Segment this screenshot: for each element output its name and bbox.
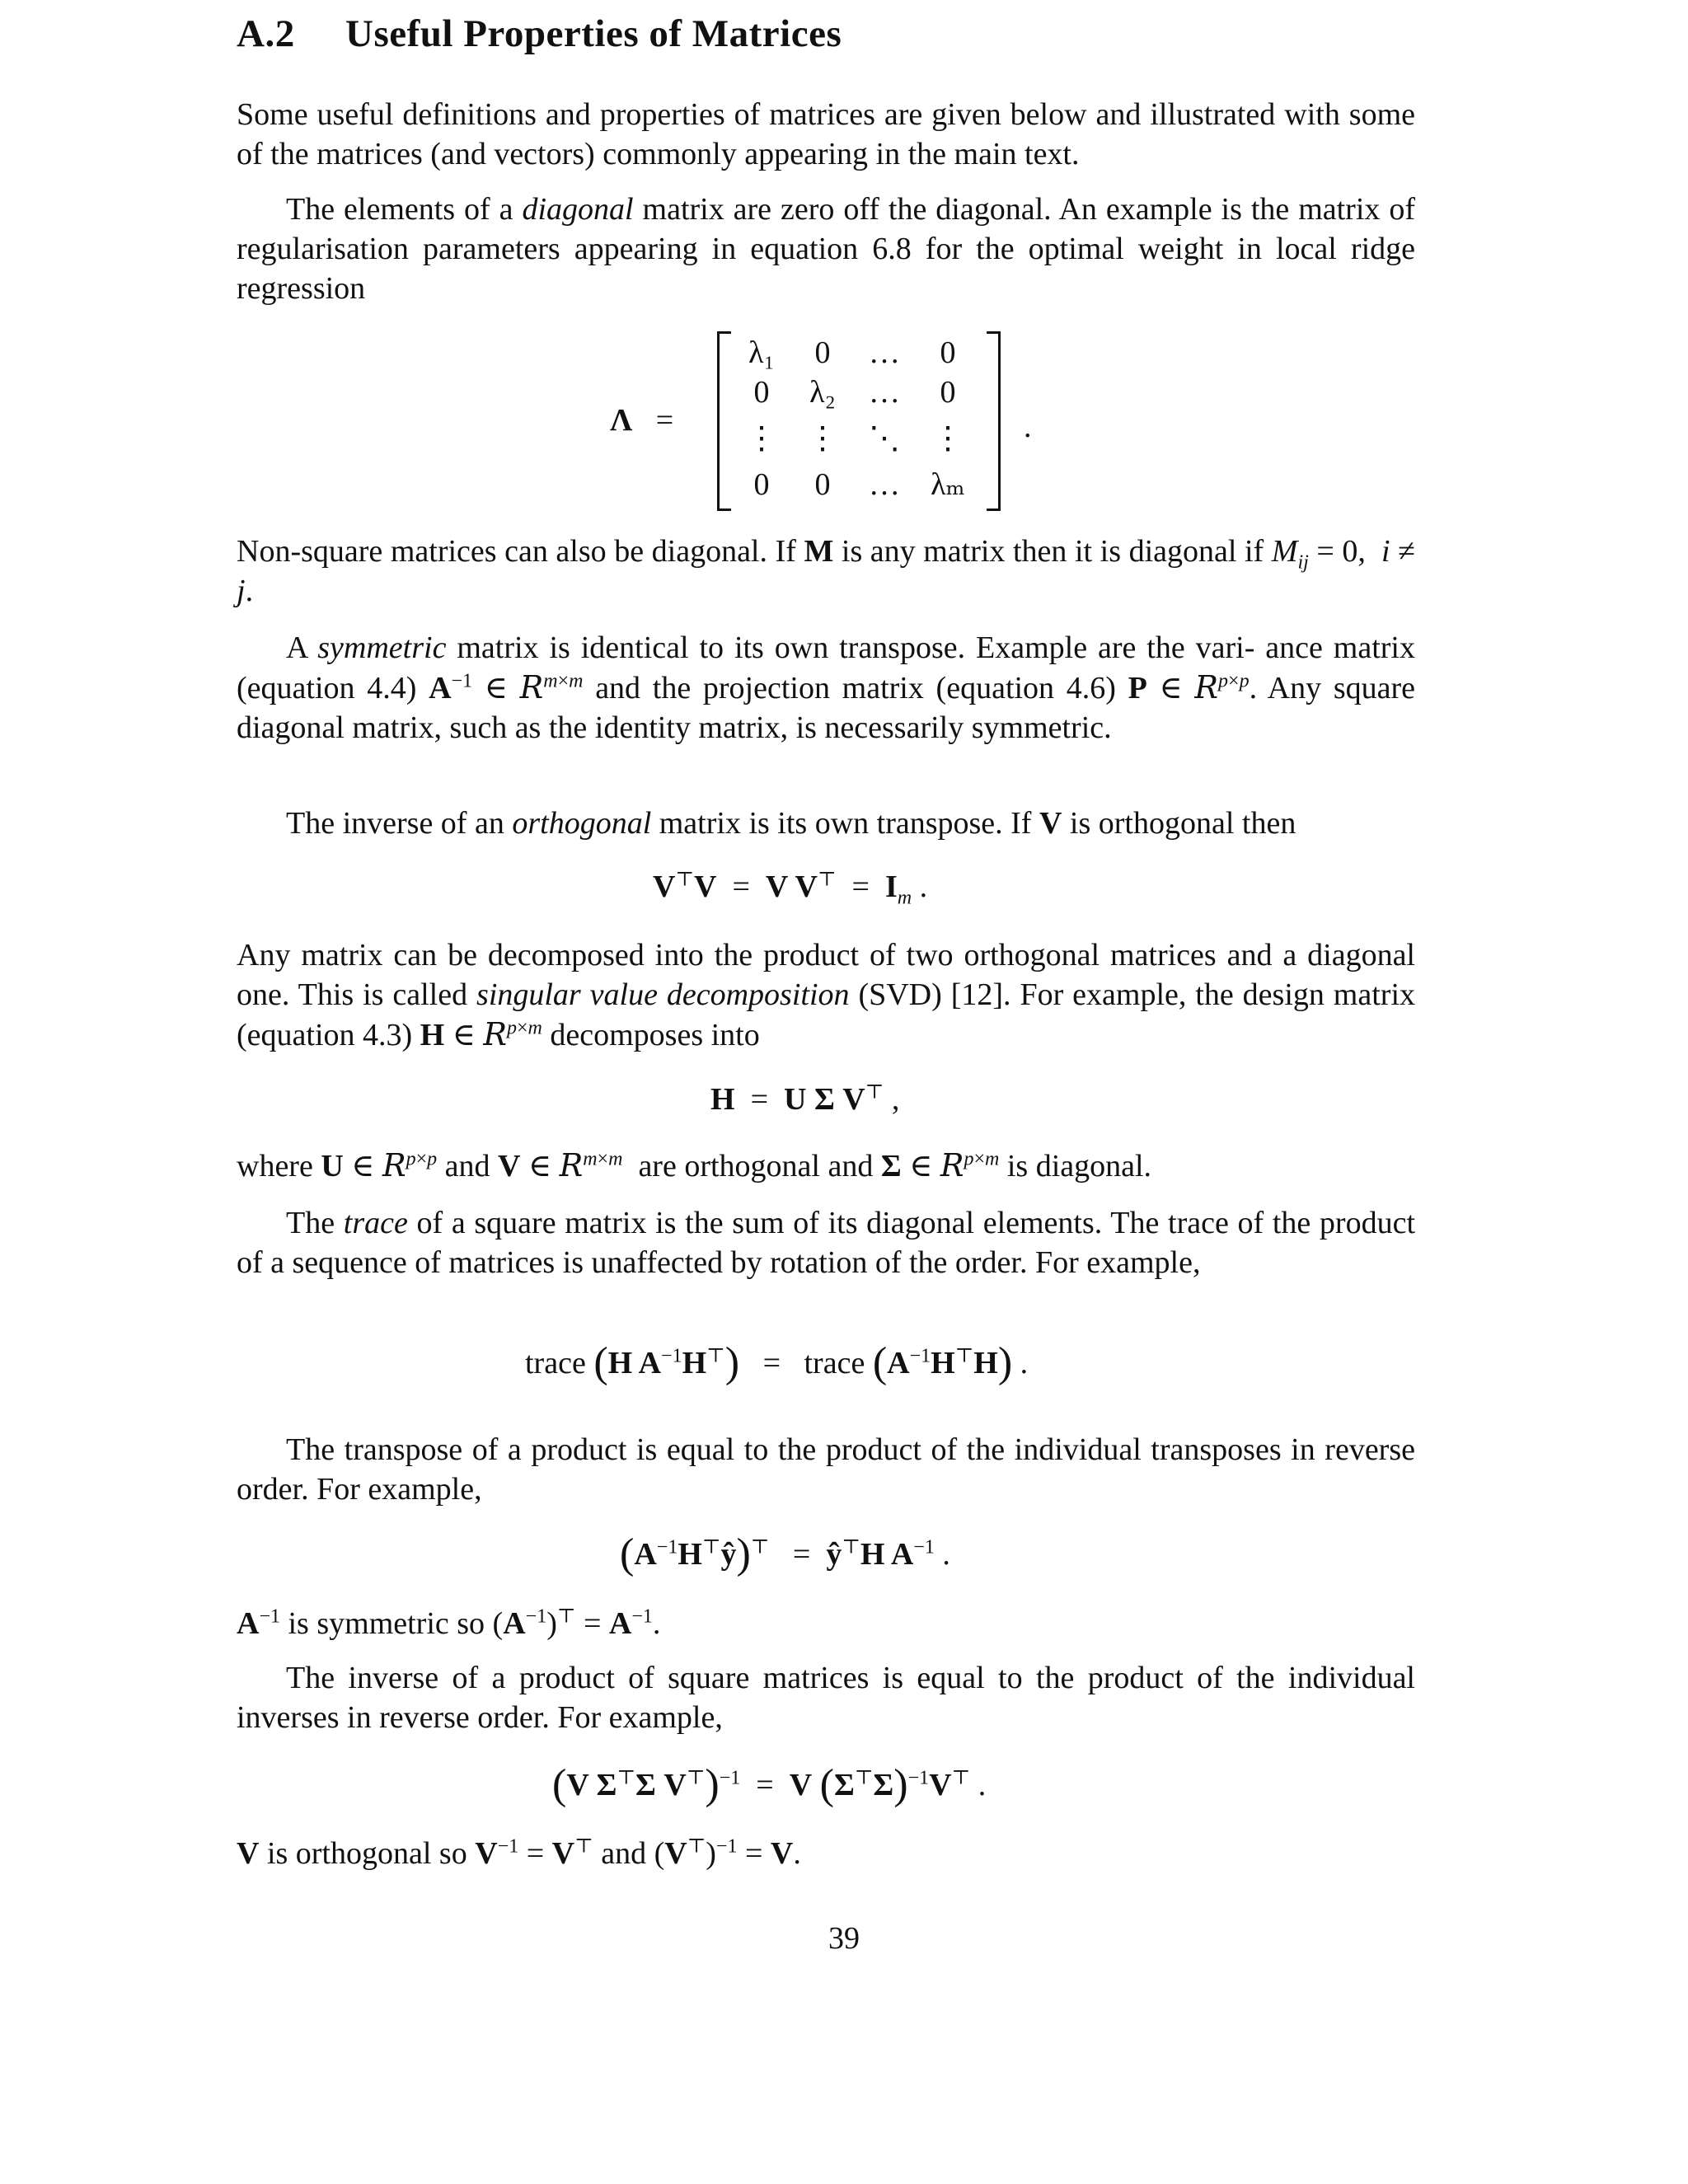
- text: Non-square matrices can also be diagonal. If: [237, 534, 804, 569]
- paragraph-symmetric: A symmetric matrix is identical to its own transpose. Example are the vari- ance matrix (equation 4.4) $A^{-1}$ ∈ $R^{m\times m}$ and the projection matrix (equation 4.6) P ∈ $R^{p\times p}$. Any square diagonal matrix, such as the identity matrix, is necessarily symmetric.: [237, 630, 1415, 745]
- equation-period: .: [1024, 410, 1032, 444]
- text: matrix are zero off the diagonal. An example is the matrix of regularisation parameters appearing in equation 6.8 for the optimal weight in local ridge regression: [237, 192, 1415, 306]
- term-trace: trace: [343, 1206, 408, 1240]
- page-number: 39: [828, 1921, 860, 1956]
- matrix-cell: 0: [940, 335, 956, 370]
- text: and: [437, 1149, 498, 1183]
- text: (SVD) [12]. For example, the design matrix (equation 4.3): [237, 977, 1416, 1052]
- matrix-cell: λ₂: [809, 375, 836, 410]
- matrix-cell: λₘ: [931, 467, 965, 502]
- text: and: [593, 1836, 654, 1871]
- equation-lambda-lhs: [610, 401, 673, 440]
- paragraph-svd: Any matrix can be decomposed into the product of two orthogonal matrices and a diagonal one. This is called singular value decomposition (SVD) [12]. For example, the design matrix (equation 4.3) H ∈ $R^{p\times m}$ decomposes into: [237, 938, 1416, 1052]
- paragraph-trace: [237, 1203, 1415, 1282]
- text: is any matrix then it is diagonal if: [833, 534, 1272, 569]
- matrix-cell: 0: [940, 375, 956, 410]
- equation-inverse: (V Σ⊤Σ V⊤)$^{-1}$ = V $(\Sigma^⊤\Sigma)^{-1}V^⊤$ .: [552, 1761, 987, 1808]
- lambda-matrix: [717, 331, 1001, 506]
- text: is symmetric so: [280, 1606, 493, 1641]
- text: and the projection matrix (equation 4.6): [583, 671, 1128, 705]
- text: matrix is identical to its own transpose. Example are the vari- ance matrix (equation 4.4): [237, 630, 1415, 705]
- section-heading: [237, 12, 842, 56]
- paragraph-a-symmetric: $A^{-1}$ is symmetric so $(A^{-1})^⊤ = A^{-1}$.: [237, 1605, 661, 1641]
- matrix-cell: ⋮: [932, 421, 964, 456]
- paragraph-orthogonal: [237, 804, 1415, 843]
- lambda-symbol: Λ: [610, 403, 633, 438]
- equation-transpose: $(A^{-1}H^⊤ŷ)^⊤$ = ŷ⊤H $A^{-1}$ .: [620, 1530, 950, 1577]
- text: . Any square diagonal matrix, such as the identity matrix, is necessarily symmetric.: [237, 671, 1415, 745]
- term-symmetric: symmetric: [317, 630, 447, 665]
- matrix-cell: …: [869, 335, 900, 370]
- equals-sign: =: [655, 403, 674, 438]
- paragraph-inverse: The inverse of a product of square matrices is equal to the product of the individual inverses in reverse order. For example,: [237, 1661, 1415, 1735]
- paragraph-diagonal: [237, 190, 1415, 308]
- text: decomposes into: [542, 1018, 760, 1052]
- symbol-M: M: [804, 534, 834, 569]
- text: is orthogonal then: [1062, 806, 1296, 841]
- term-svd: singular value decomposition: [476, 977, 850, 1012]
- paragraph-v-orthogonal: V is orthogonal so $V^{-1} = V^⊤$ and $(V^⊤)^{-1} = V$.: [237, 1835, 801, 1871]
- text: A: [286, 630, 318, 665]
- text: The elements of a: [286, 192, 523, 227]
- text: is orthogonal so: [259, 1836, 476, 1871]
- matrix-cell: …: [869, 467, 900, 502]
- trace-word: trace: [525, 1346, 586, 1380]
- text: are orthogonal and: [630, 1149, 881, 1183]
- text: Any matrix can be decomposed into the product of two orthogonal matrices and a diagonal one. This is called: [237, 938, 1415, 1012]
- term-diagonal: diagonal: [522, 192, 634, 227]
- matrix-cell: 0: [814, 467, 831, 502]
- matrix-cell: 0: [753, 467, 770, 502]
- text: where: [237, 1149, 321, 1183]
- text: of a square matrix is the sum of its diagonal elements. The trace of the product of a sequence of matrices is unaffected by rotation of the order. For example,: [237, 1206, 1416, 1280]
- matrix-cell: λ₁: [748, 335, 775, 370]
- paragraph-intro: Some useful definitions and properties of matrices are given below and illustrated with some of the matrices (and vectors) commonly appearing in the main text.: [237, 97, 1415, 171]
- trace-word: trace: [804, 1346, 865, 1380]
- text: The inverse of an: [286, 806, 513, 841]
- text: The: [286, 1206, 344, 1240]
- text: matrix is its own transpose. If: [651, 806, 1039, 841]
- equation-svd: H = U Σ V⊤ ,: [710, 1081, 900, 1117]
- section-title: Useful Properties of Matrices: [345, 12, 842, 55]
- matrix-cell: 0: [753, 375, 770, 410]
- left-bracket: [717, 331, 731, 511]
- matrix-cell: ⋱: [869, 421, 900, 456]
- equation-trace: trace (H $A^{-1}H^⊤$) = trace $(A^{-1}H^⊤H)$ .: [525, 1339, 1029, 1386]
- right-bracket: [987, 331, 1001, 511]
- paragraph-nonsquare: Non-square matrices can also be diagonal. If M is any matrix then it is diagonal if $M_{ij} = 0$, i ≠ j.: [237, 534, 1416, 608]
- symbol-V: V: [1039, 806, 1062, 841]
- equation-orthogonal: V⊤V = V $V^⊤ = I_m$ .: [653, 869, 928, 909]
- matrix-cell: 0: [814, 335, 831, 370]
- matrix-cell: ⋮: [746, 421, 777, 456]
- matrix-cell: …: [869, 375, 900, 410]
- term-orthogonal: orthogonal: [512, 806, 652, 841]
- text: is diagonal.: [999, 1149, 1152, 1183]
- paragraph-transpose: The transpose of a product is equal to the product of the individual transposes in reverse order. For example,: [237, 1432, 1415, 1507]
- paragraph-where: where U ∈ $R^{p\times p}$ and V ∈ $R^{m\times m}$ are orthogonal and Σ ∈ $R^{p\times m}$ is diagonal.: [237, 1147, 1152, 1183]
- matrix-cell: ⋮: [807, 421, 838, 456]
- section-number: A.2: [237, 12, 295, 55]
